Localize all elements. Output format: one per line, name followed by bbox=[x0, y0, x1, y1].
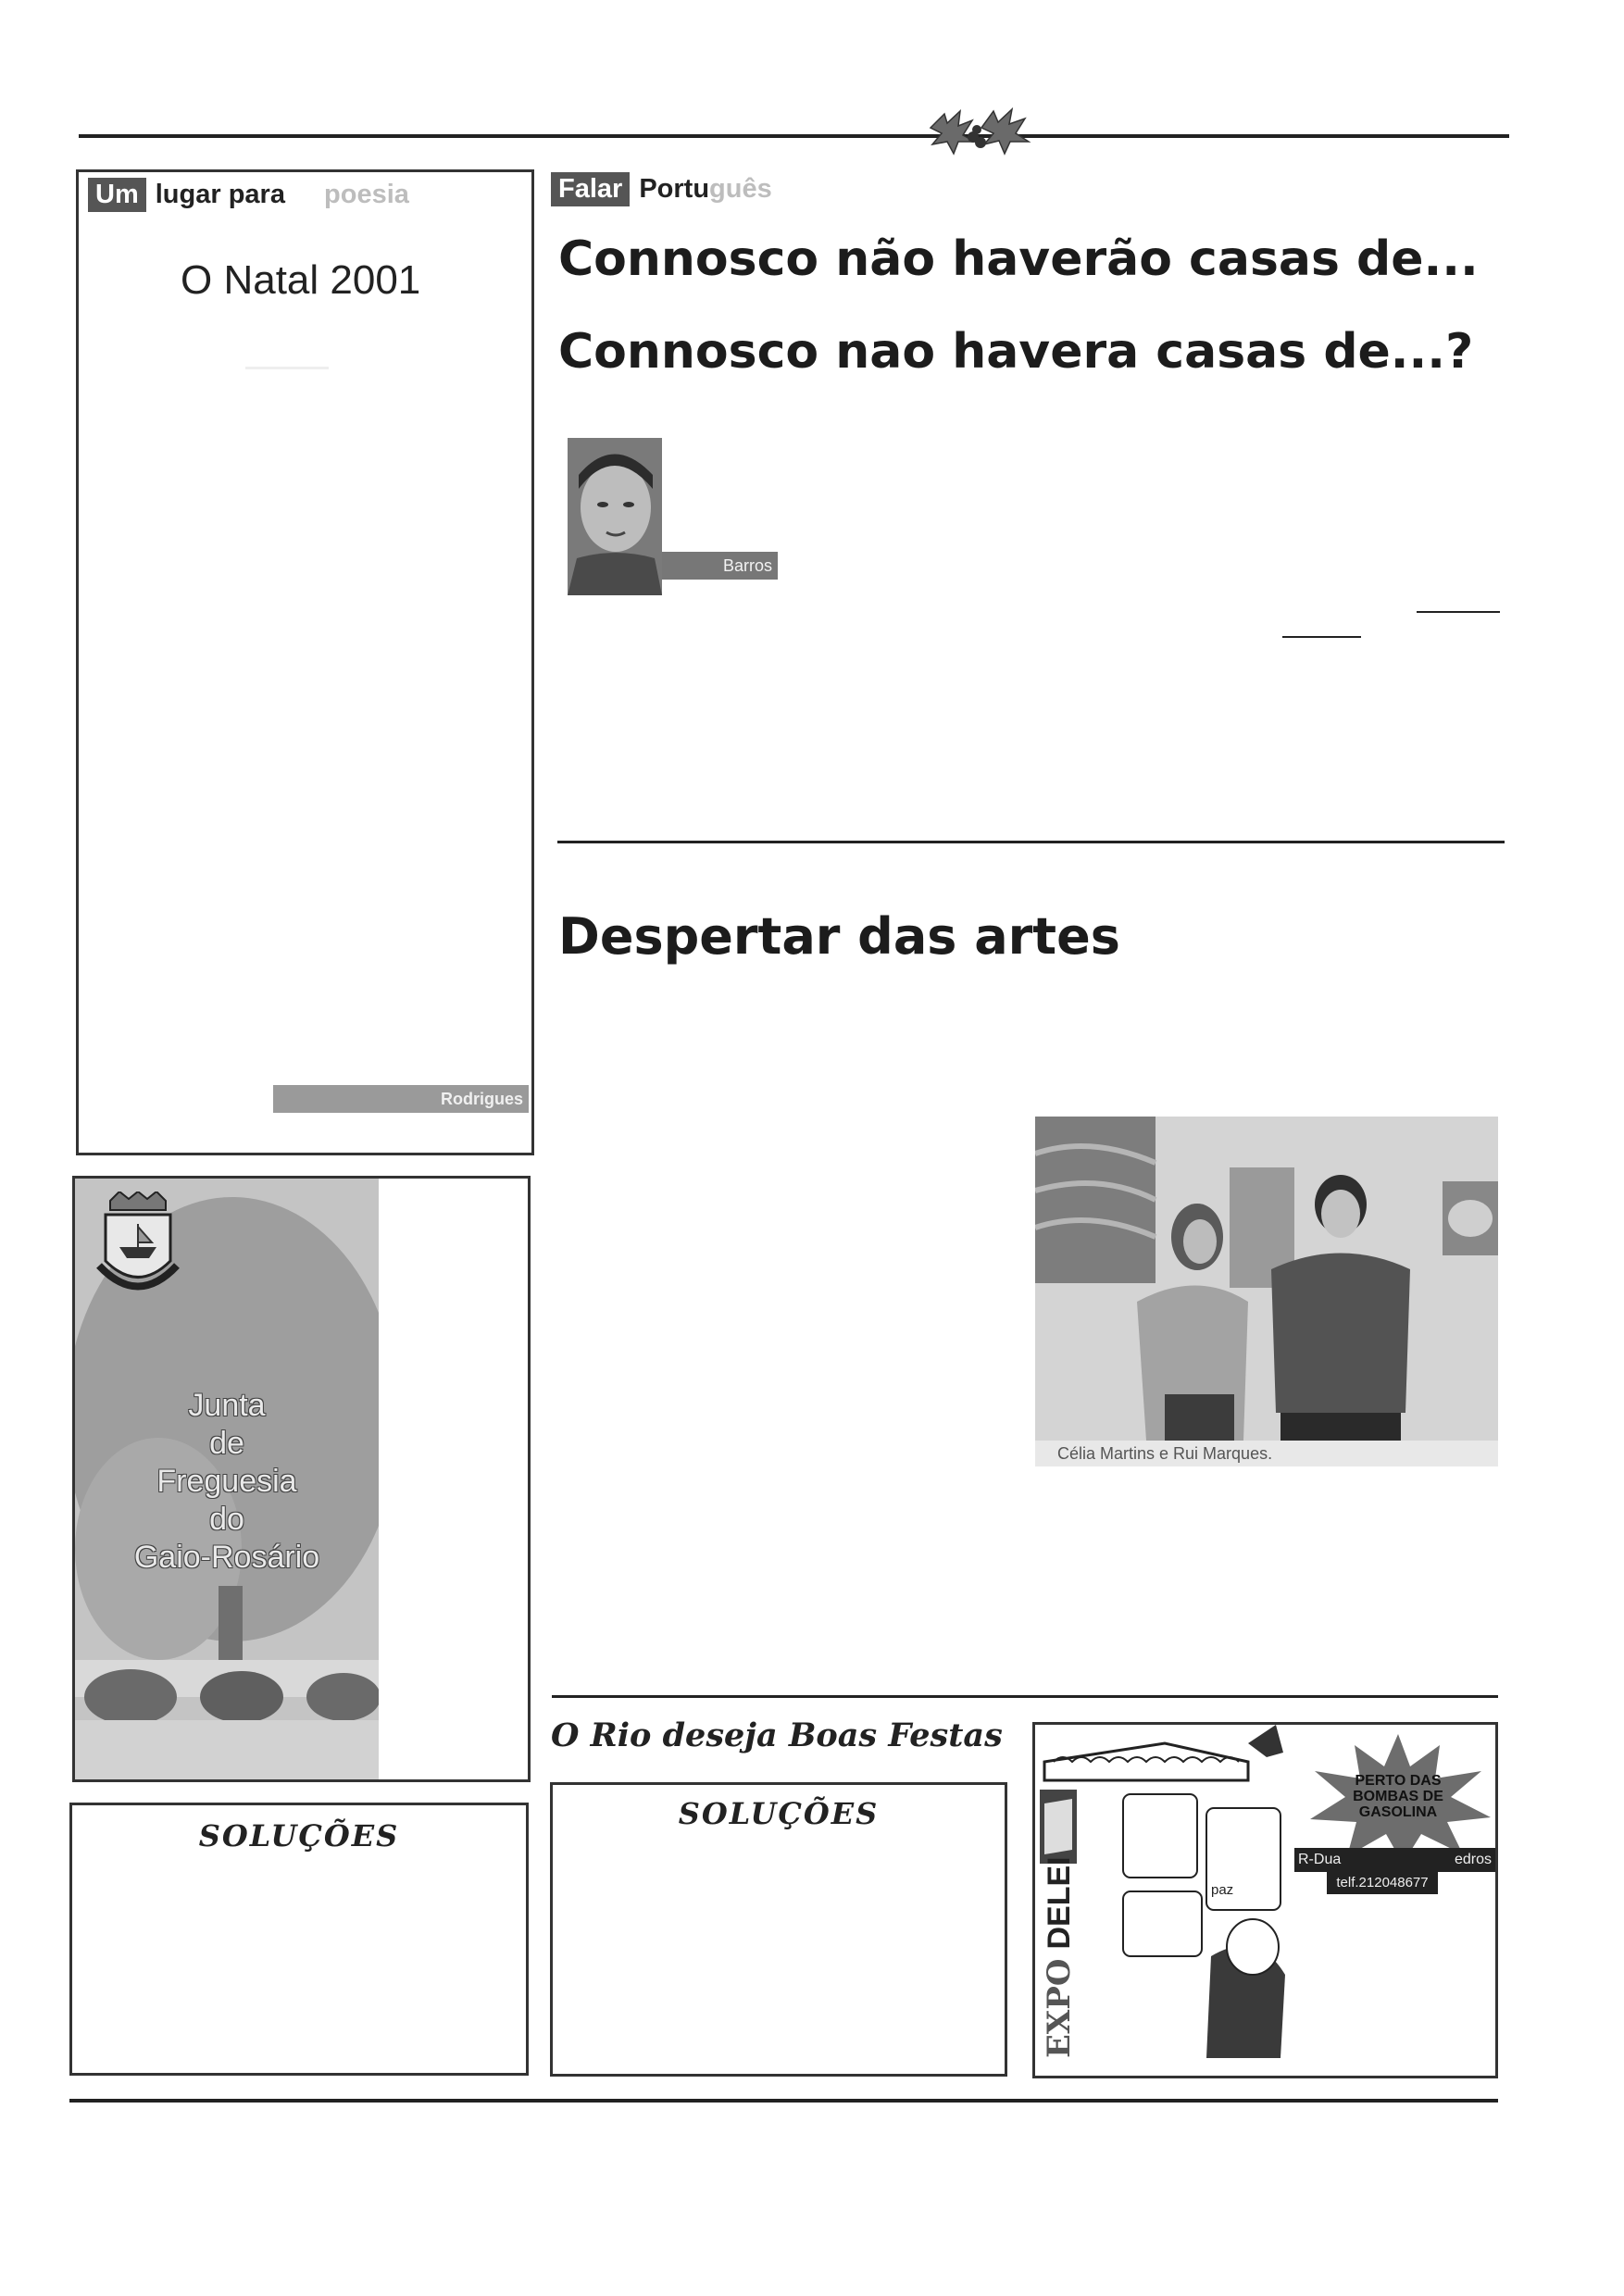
solutions-box-right bbox=[550, 1782, 1007, 2077]
photo-caption: Célia Martins e Rui Marques. bbox=[1057, 1444, 1273, 1463]
poetry-kicker bbox=[88, 178, 409, 212]
junta-advert bbox=[72, 1176, 531, 1782]
junta-line: Gaio-Rosário bbox=[133, 1540, 320, 1575]
author-caption: Barros bbox=[722, 556, 772, 575]
language-headline-1: Connosco não haverão casas de... bbox=[558, 231, 1479, 287]
holly-icon bbox=[912, 91, 1042, 165]
greetings-text: O Rio deseja Boas Festas bbox=[551, 1716, 1003, 1754]
junta-line: Junta bbox=[188, 1388, 266, 1423]
starburst-badge bbox=[1301, 1734, 1495, 1864]
junta-name bbox=[75, 1387, 379, 1577]
phone-strip bbox=[1327, 1872, 1438, 1894]
bottom-rule bbox=[69, 2099, 1498, 2103]
junta-line: do bbox=[209, 1502, 244, 1537]
cartoon-illustration bbox=[1035, 1725, 1299, 2077]
solutions-box-left bbox=[69, 1803, 529, 2076]
solutions-title: SOLUÇÕES bbox=[678, 1796, 880, 1831]
kicker-text: lugar para bbox=[155, 180, 285, 209]
author-photo bbox=[568, 438, 662, 595]
kicker-faint-text: guês bbox=[709, 174, 772, 204]
solutions-title: SOLUÇÕES bbox=[198, 1818, 400, 1853]
greetings-rule bbox=[552, 1695, 1498, 1698]
address-end: edros bbox=[1454, 1852, 1492, 1867]
language-headline-2: Connosco nao havera casas de...? bbox=[558, 324, 1474, 380]
language-kicker bbox=[551, 172, 772, 206]
phone-number: telf.212048677 bbox=[1336, 1875, 1429, 1890]
kicker-faint-text: poesia bbox=[324, 180, 409, 209]
kicker-tag: Falar bbox=[551, 172, 630, 206]
address-start: R-Dua bbox=[1298, 1852, 1342, 1867]
author-name: Rodrigues bbox=[440, 1090, 523, 1108]
author-strip bbox=[273, 1085, 529, 1113]
arts-headline: Despertar das artes bbox=[558, 907, 1120, 966]
photo-caption-strip bbox=[1035, 1441, 1498, 1466]
vertical-brand bbox=[1041, 1856, 1078, 2058]
junta-line: de bbox=[209, 1426, 244, 1461]
header-rule bbox=[79, 134, 1509, 138]
poem-ghost-text bbox=[116, 330, 505, 1070]
stray-mark bbox=[1282, 636, 1361, 638]
brand-delei: DELEI bbox=[1042, 1856, 1077, 1950]
poetry-column bbox=[76, 169, 534, 1155]
section-separator bbox=[557, 841, 1505, 843]
stray-mark bbox=[1417, 611, 1500, 613]
starburst-text: PERTO DAS BOMBAS DE GASOLINA bbox=[1353, 1773, 1443, 1820]
kicker-text: Portu bbox=[639, 174, 710, 204]
kicker-tag: Um bbox=[88, 178, 146, 212]
cartoon-advert bbox=[1032, 1722, 1498, 2078]
address-strip bbox=[1294, 1848, 1495, 1872]
coat-of-arms-icon bbox=[92, 1192, 184, 1312]
junta-line: Freguesia bbox=[156, 1464, 297, 1499]
author-caption-strip bbox=[662, 552, 778, 580]
arts-photo bbox=[1035, 1117, 1498, 1441]
bubble-text: paz bbox=[1211, 1882, 1234, 1898]
poem-title: O Natal 2001 bbox=[181, 257, 421, 303]
brand-expo: EXPO bbox=[1041, 1958, 1078, 2058]
